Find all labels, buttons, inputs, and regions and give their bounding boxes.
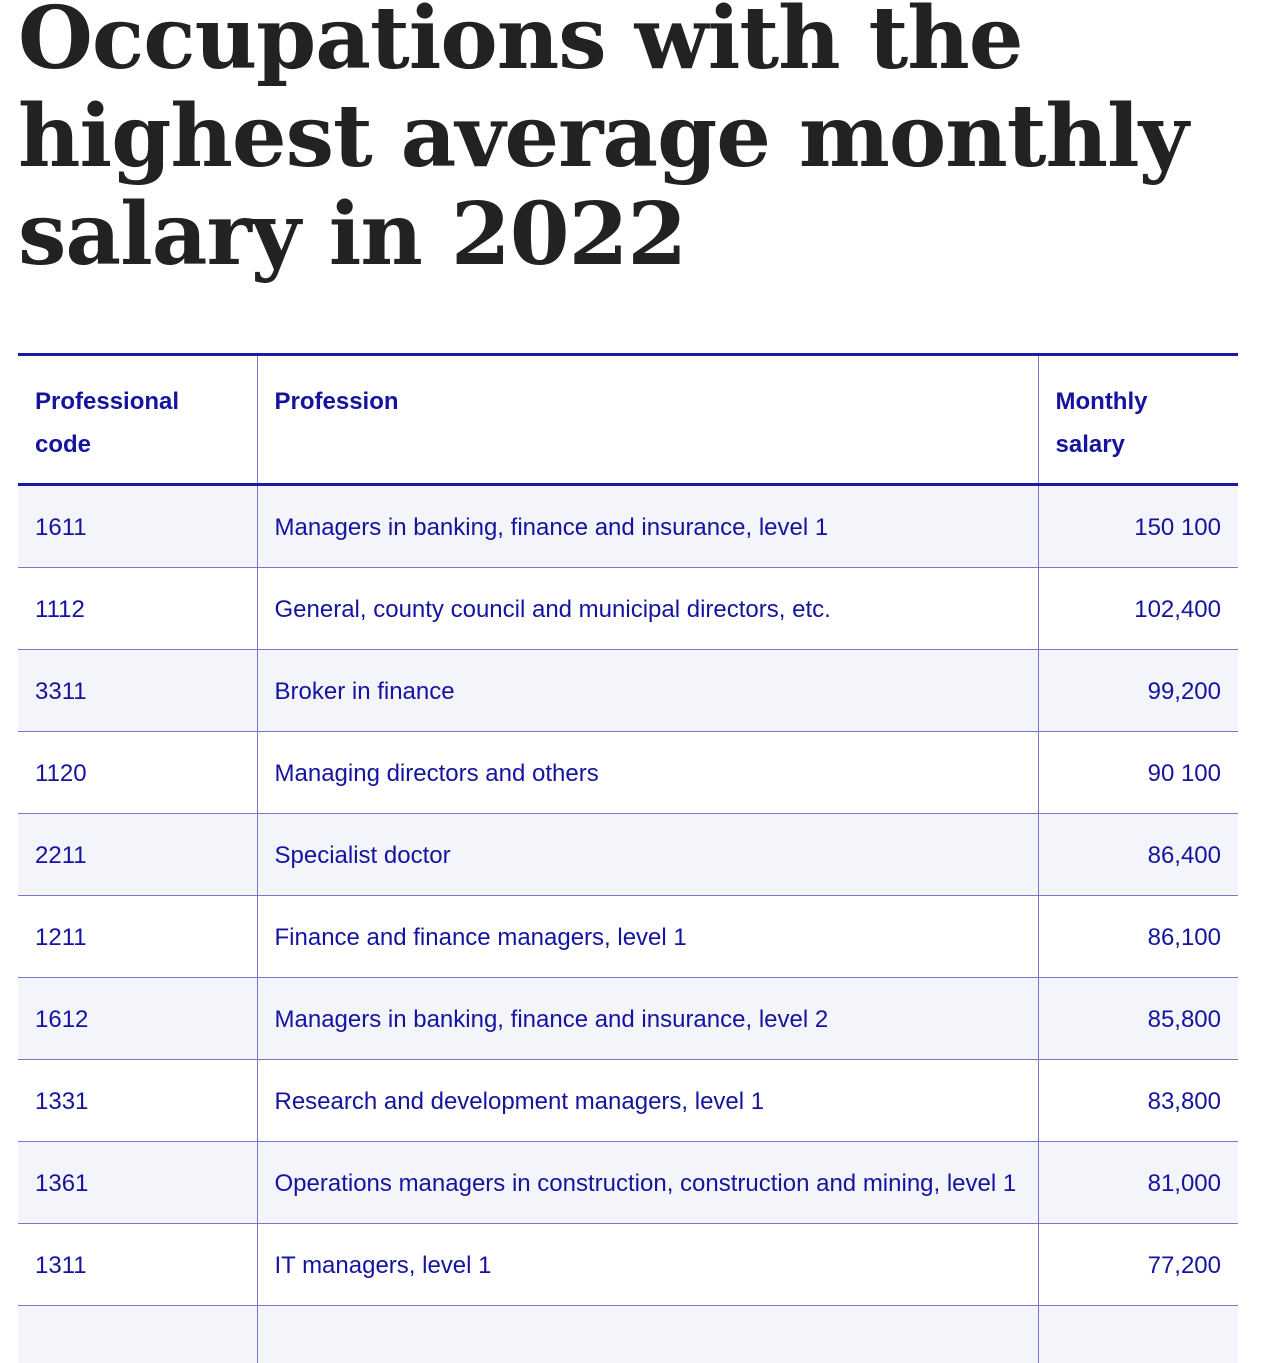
cell-profession: General, county council and municipal directors, etc. — [257, 568, 1038, 650]
cell-code: 1611 — [18, 485, 257, 568]
cell-code: 1211 — [18, 896, 257, 978]
table-row — [18, 814, 1238, 896]
cell-profession: Broker in finance — [257, 650, 1038, 732]
cell-salary: 99,200 — [1038, 650, 1238, 732]
cell-salary: 85,800 — [1038, 978, 1238, 1060]
table-row — [18, 485, 1238, 568]
cell-code: 1311 — [18, 1224, 257, 1306]
cell-empty — [18, 1306, 257, 1363]
cell-salary: 86,400 — [1038, 814, 1238, 896]
table-row — [18, 568, 1238, 650]
cell-salary: 102,400 — [1038, 568, 1238, 650]
cell-profession: Operations managers in construction, construction and mining, level 1 — [257, 1142, 1038, 1224]
table-row — [18, 896, 1238, 978]
header-monthly-salary: Monthly salary — [1038, 355, 1238, 485]
cell-salary: 83,800 — [1038, 1060, 1238, 1142]
cell-profession: IT managers, level 1 — [257, 1224, 1038, 1306]
cell-code: 1112 — [18, 568, 257, 650]
table-row — [18, 978, 1238, 1060]
page-title: Occupations with the highest average monthly salary in 2022 — [18, 0, 1188, 285]
cell-profession: Research and development managers, level 1 — [257, 1060, 1038, 1142]
cell-salary: 81,000 — [1038, 1142, 1238, 1224]
cell-profession: Managing directors and others — [257, 732, 1038, 814]
cell-code: 2211 — [18, 814, 257, 896]
cell-profession: Specialist doctor — [257, 814, 1038, 896]
table-row-partial — [18, 1306, 1238, 1363]
table-row — [18, 732, 1238, 814]
table-row — [18, 650, 1238, 732]
header-professional-code: Professional code — [18, 355, 257, 485]
cell-code: 1612 — [18, 978, 257, 1060]
cell-profession: Finance and finance managers, level 1 — [257, 896, 1038, 978]
cell-profession: Managers in banking, finance and insurance, level 1 — [257, 485, 1038, 568]
cell-salary: 77,200 — [1038, 1224, 1238, 1306]
table-row — [18, 1142, 1238, 1224]
table-row — [18, 1224, 1238, 1306]
salary-table — [18, 353, 1238, 1363]
header-profession: Profession — [257, 355, 1038, 485]
table-header-row — [18, 355, 1238, 485]
cell-code: 1120 — [18, 732, 257, 814]
cell-salary: 150 100 — [1038, 485, 1238, 568]
cell-empty — [1038, 1306, 1238, 1363]
table-row — [18, 1060, 1238, 1142]
cell-code: 3311 — [18, 650, 257, 732]
cell-code: 1361 — [18, 1142, 257, 1224]
cell-code: 1331 — [18, 1060, 257, 1142]
cell-salary: 86,100 — [1038, 896, 1238, 978]
cell-profession: Managers in banking, finance and insurance, level 2 — [257, 978, 1038, 1060]
cell-empty — [257, 1306, 1038, 1363]
cell-salary: 90 100 — [1038, 732, 1238, 814]
